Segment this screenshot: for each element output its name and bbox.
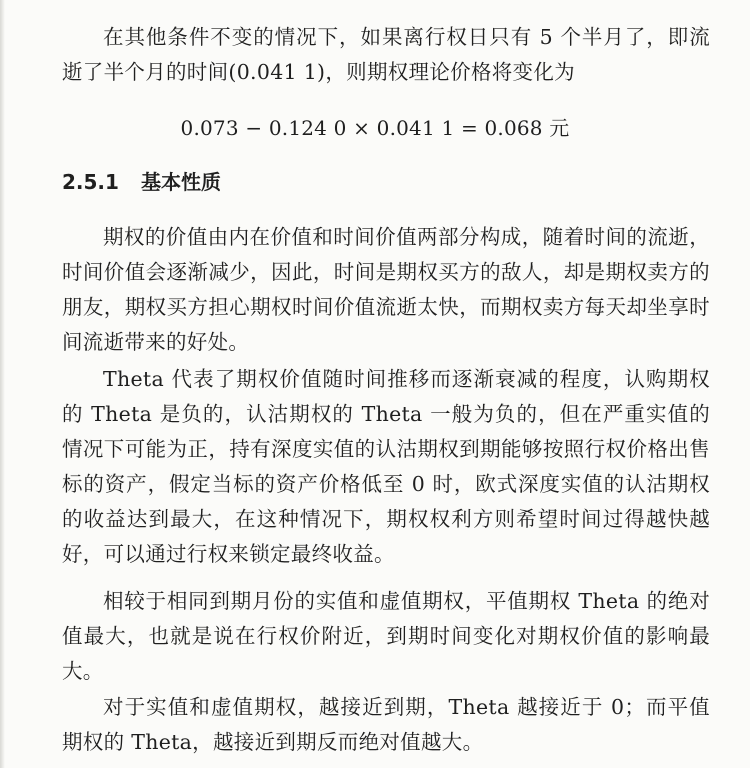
section-number: 2.5.1: [62, 170, 119, 194]
section-heading: [62, 167, 221, 197]
paragraph-time-decay-example: 在其他条件不变的情况下，如果离行权日只有 5 个半月了，即流逝了半个月的时间(0.041 1)，则期权理论价格将变化为: [62, 25, 710, 84]
paragraph-time-value: 期权的价值由内在价值和时间价值两部分构成，随着时间的流逝，时间价值会逐渐减少，因此，时间是期权买方的敌人，却是期权卖方的朋友，期权买方担心期权时间价值流逝太快，而期权卖方每天却坐享时间流逝带来的好处。: [62, 225, 710, 354]
section-title: 基本性质: [140, 170, 221, 194]
paragraph-theta-definition: Theta 代表了期权价值随时间推移而逐渐衰减的程度，认购期权的 Theta 是负的，认沽期权的 Theta 一般为负的，但在严重实值的情况下可能为正，持有深度实值的认沽期权到期能够按照行权价格出售标的资产，假定当标的资产价格低至 0 时，欧式深度实值的认沽期权的收益达到最大，在这种情况下，期权权利方则希望时间过得越快越好，可以通过行权来锁定最终收益。: [62, 367, 710, 566]
paragraph-itm-otm-theta: 对于实值和虚值期权，越接近到期，Theta 越接近于 0；而平值期权的 Theta，越接近到期反而绝对值越大。: [62, 695, 710, 754]
formula-price-change: 0.073 − 0.124 0 × 0.041 1 = 0.068 元: [180, 116, 570, 140]
paragraph-atm-theta: 相较于相同到期月份的实值和虚值期权，平值期权 Theta 的绝对值最大，也就是说在行权价附近，到期时间变化对期权价值的影响最大。: [62, 589, 710, 683]
